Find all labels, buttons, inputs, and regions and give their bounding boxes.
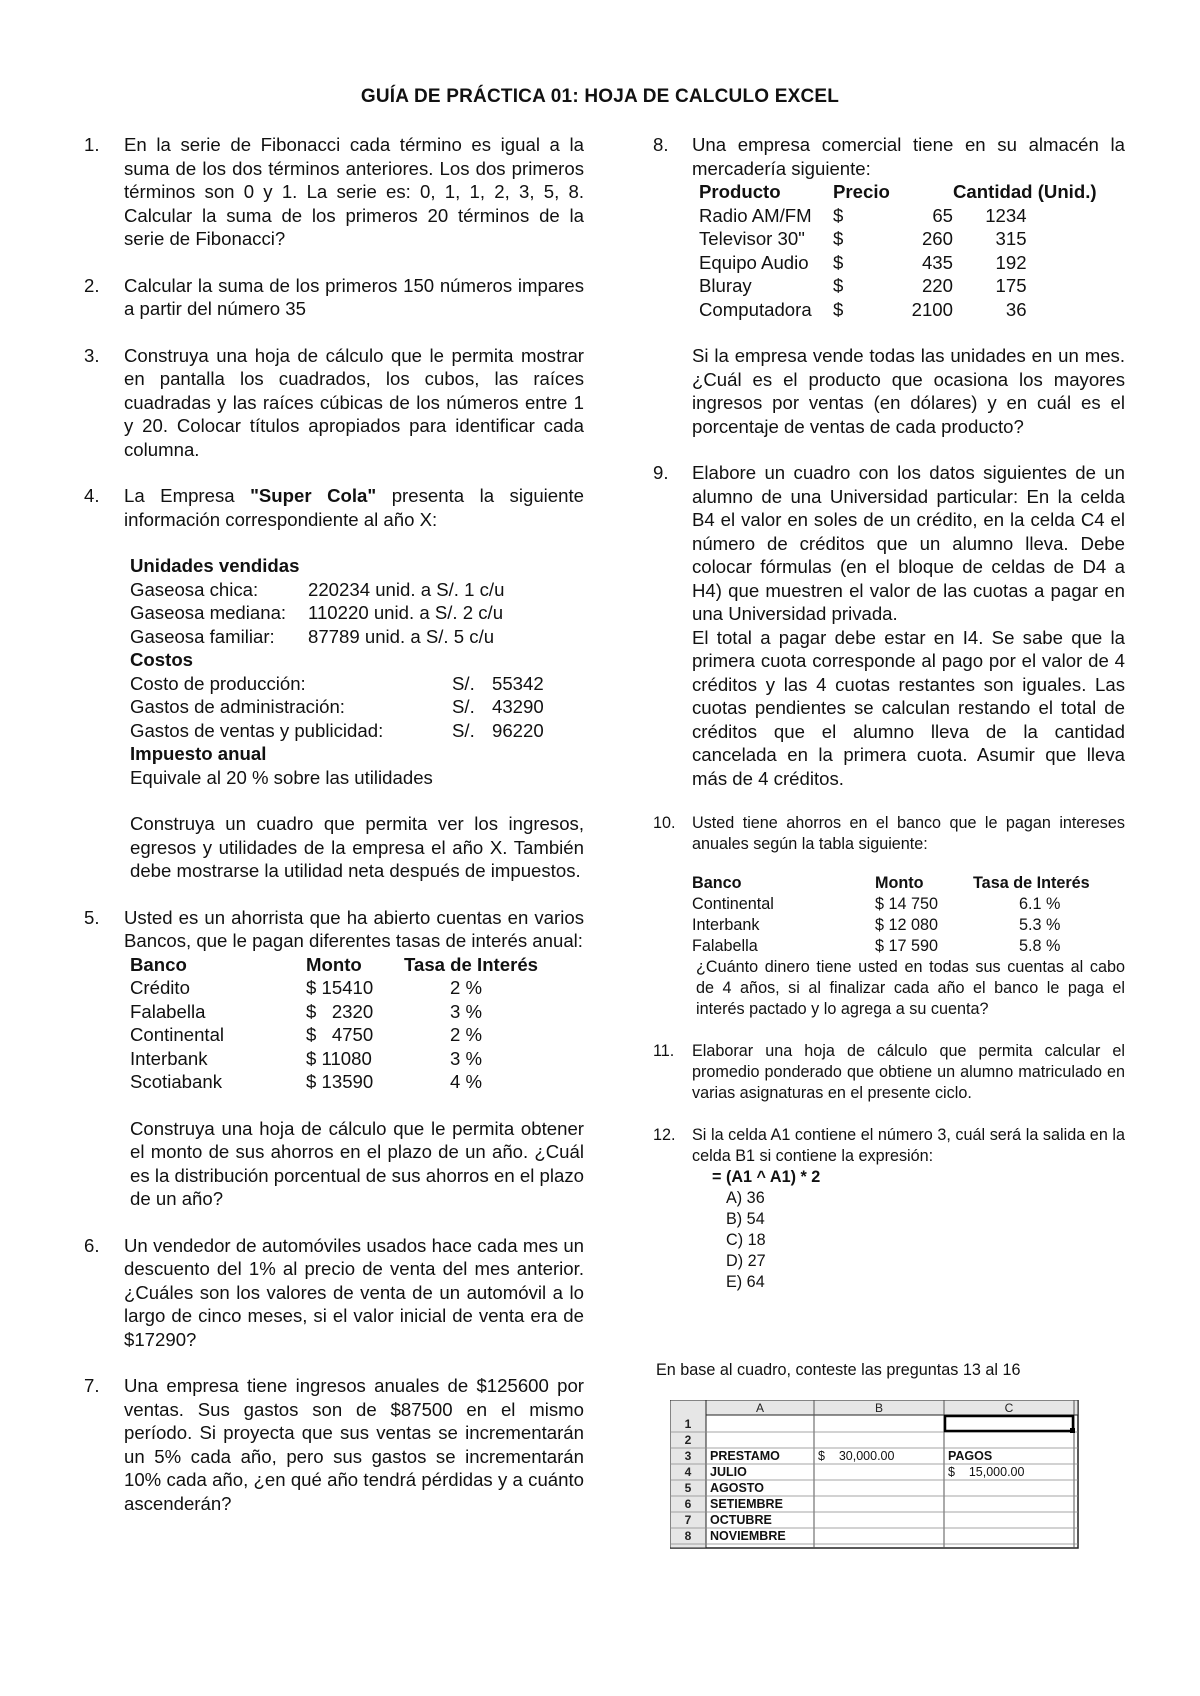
- row-number: 5: [684, 1481, 692, 1495]
- question-closing: Construya una hoja de cálculo que le permita obtener el monto de sus ahorros en el plazo de un año. ¿Cuál es la distribución porcentual de sus ahorros en el plazo de un año?: [130, 1117, 584, 1209]
- left-column: [84, 133, 584, 1515]
- question-number: 3.: [84, 344, 100, 366]
- units-row: Gaseosa mediana: 110220 unid. a S/. 2 c/u: [130, 602, 504, 623]
- question-number: 2.: [84, 274, 100, 296]
- question-intro: Usted es un ahorrista que ha abierto cuentas en varios Bancos, que le pagan diferentes tasas de interés anual:: [124, 906, 584, 951]
- table-row: Crédito $ 15410 2 %: [130, 977, 483, 998]
- cell-a7: OCTUBRE: [710, 1513, 772, 1527]
- question-2: [84, 274, 584, 321]
- row-number: 1: [684, 1417, 692, 1431]
- table-row: Continental $ 14 750 6.1 %: [692, 895, 1061, 913]
- table-row: Falabella $ 2320 3 %: [130, 1000, 483, 1022]
- answer-options: [692, 1188, 1125, 1293]
- question-number: 1.: [84, 134, 100, 155]
- units-heading: Unidades vendidas: [130, 555, 300, 576]
- table-row: Falabella $ 17 590 5.8 %: [692, 937, 1061, 955]
- row-number: 2: [684, 1433, 692, 1447]
- row-number: 6: [684, 1497, 692, 1511]
- question-text: El total a pagar debe estar en I4. Se sabe que la primera cuota corresponde al pago por el valor de 4 créditos y las 4 cuotas restantes son iguales. Las cuotas pendientes se calculan restando el total de créditos que el alumno lleva de la cantidad cancelada en la primera cuota. Asumir que lleva más de 4 créditos.: [692, 626, 1125, 789]
- page-title: GUÍA DE PRÁCTICA 01: HOJA DE CALCULO EXCEL: [360, 86, 840, 107]
- question-6: [84, 1234, 584, 1352]
- cost-row: Costo de producción: S/. 55342: [130, 672, 544, 694]
- question-5: [84, 906, 584, 1211]
- spreadsheet-image: [670, 1400, 1080, 1550]
- cell-a6: SETIEMBRE: [710, 1497, 783, 1511]
- column-header: A: [755, 1401, 765, 1415]
- question-number: 6.: [84, 1234, 100, 1256]
- question-number: 5.: [84, 906, 100, 928]
- formula: = (A1 ^ A1) * 2: [712, 1168, 821, 1186]
- row-number: 4: [684, 1465, 692, 1479]
- product-table: [699, 180, 1097, 321]
- table-row: Continental $ 4750 2 %: [130, 1024, 483, 1045]
- question-1: [84, 133, 584, 251]
- instruction-note: En base al cuadro, conteste las preguntas 13 al 16: [656, 1361, 1021, 1379]
- option-b: B) 54: [726, 1210, 765, 1228]
- row-number: 7: [684, 1513, 692, 1527]
- option-e: E) 64: [726, 1273, 765, 1291]
- cell-b3: $ 30,000.00: [818, 1449, 895, 1463]
- option-a: A) 36: [726, 1189, 765, 1207]
- cell-c3: PAGOS: [948, 1449, 993, 1463]
- question-intro: Una empresa comercial tiene en su almacén la mercadería siguiente:: [692, 134, 1125, 179]
- units-row: Gaseosa familiar: 87789 unid. a S/. 5 c/u: [130, 625, 495, 647]
- row-number: 8: [684, 1529, 692, 1543]
- table-row: Scotiabank $ 13590 4 %: [130, 1071, 483, 1092]
- company-name: "Super Cola": [250, 485, 377, 506]
- table-row: Interbank $ 11080 3 %: [130, 1047, 483, 1069]
- table-row: Radio AM/FM $ 65 1234: [699, 204, 1027, 226]
- table-row: Interbank $ 12 080 5.3 %: [692, 916, 1061, 934]
- question-number: 7.: [84, 1375, 100, 1396]
- question-number: 11.: [653, 1042, 675, 1060]
- company-data: [124, 554, 584, 883]
- question-intro: Usted tiene ahorros en el banco que le pagan intereses anuales según la tabla siguiente:: [692, 814, 1125, 853]
- question-number: 9.: [653, 462, 669, 483]
- row-number: 3: [684, 1449, 692, 1463]
- bank-table: [692, 873, 1090, 957]
- option-c: C) 18: [726, 1231, 766, 1249]
- question-closing: ¿Cuánto dinero tiene usted en todas sus cuentas al cabo de 4 años, si al finalizar cada año el banco le paga el interés pactado y lo agrega a su cuenta?: [696, 958, 1125, 1018]
- table-row: Bluray $ 220 175: [699, 275, 1027, 296]
- question-text: Elaborar una hoja de cálculo que permita calcular el promedio ponderado que obtiene un alumno matriculado en varias asignaturas en el presente ciclo.: [692, 1042, 1125, 1102]
- cell-c4: $ 15,000.00: [948, 1465, 1025, 1479]
- intro-text: La Empresa: [124, 485, 251, 506]
- costs-heading: Costos: [130, 649, 194, 670]
- table-header: Banco Monto Tasa de Interés: [692, 874, 1090, 892]
- units-row: Gaseosa chica: 220234 unid. a S/. 1 c/u: [130, 578, 505, 600]
- question-closing: Construya un cuadro que permita ver los ingresos, egresos y utilidades de la empresa el año X. También debe mostrarse la utilidad neta después de impuestos.: [130, 813, 584, 881]
- column-header: B: [874, 1401, 884, 1415]
- option-d: D) 27: [726, 1252, 766, 1270]
- question-9: [653, 461, 1125, 790]
- table-row: Computadora $ 2100 36: [699, 298, 1027, 320]
- bank-table: [130, 953, 538, 1094]
- question-text: Calcular la suma de los primeros 150 números impares a partir del número 35: [124, 274, 584, 319]
- question-4: [84, 484, 584, 883]
- question-3: [84, 344, 584, 462]
- cell-a3: PRESTAMO: [710, 1449, 780, 1463]
- table-row: Equipo Audio $ 435 192: [699, 251, 1027, 273]
- question-closing: Si la empresa vende todas las unidades en un mes. ¿Cuál es el producto que ocasiona los mayores ingresos por ventas (en dólares) y en cuál es el porcentaje de ventas de cada producto?: [692, 345, 1125, 437]
- question-text: Construya una hoja de cálculo que le permita mostrar en pantalla los cuadrados, los cubos, las raíces cuadradas y las raíces cúbicas de los números entre 1 y 20. Colocar títulos apropiados para identificar cada columna.: [124, 344, 584, 460]
- cell-a4: JULIO: [710, 1465, 747, 1479]
- question-8: [653, 133, 1125, 438]
- right-column: [653, 133, 1125, 1293]
- question-number: 8.: [653, 134, 669, 155]
- question-text: Elabore un cuadro con los datos siguientes de un alumno de una Universidad particular: En la celda B4 el valor en soles de un crédito, en la celda C4 el número de créditos que un alumno lleva. Debe colocar fórmulas (en el bloque de celdas de D4 a H4) que muestren el valor de las cuotas a pagar en una Universidad privada.: [692, 462, 1125, 624]
- question-10: [653, 813, 1125, 1020]
- cell-a5: AGOSTO: [710, 1481, 764, 1495]
- column-header: C: [1004, 1401, 1014, 1415]
- question-7: [84, 1374, 584, 1515]
- cell-a8: NOVIEMBRE: [710, 1529, 786, 1543]
- question-text: Una empresa tiene ingresos anuales de $125600 por ventas. Sus gastos son de $87500 en el mismo período. Si proyecta que sus ventas se incrementarán un 5% cada año, pero sus gastos se incrementarán 10% cada año, ¿en qué año tendrá pérdidas y a cuánto ascenderán?: [124, 1375, 584, 1514]
- question-text: Un vendedor de automóviles usados hace cada mes un descuento del 1% al precio de venta del mes anterior. ¿Cuáles son los valores de venta de un automóvil a lo largo de cinco meses, si el valor inicial de venta era de $17290?: [124, 1234, 584, 1350]
- cost-row: Gastos de administración: S/. 43290: [130, 696, 544, 717]
- question-12: [653, 1125, 1125, 1293]
- question-text: Si la celda A1 contiene el número 3, cuál será la salida en la celda B1 si contiene la expresión:: [692, 1126, 1125, 1165]
- table-row: Televisor 30" $ 260 315: [699, 228, 1027, 249]
- tax-heading: Impuesto anual: [130, 743, 267, 764]
- question-11: [653, 1041, 1125, 1104]
- question-number: 4.: [84, 485, 100, 506]
- question-number: 12.: [653, 1126, 676, 1144]
- question-text: En la serie de Fibonacci cada término es igual a la suma de los dos términos anteriores. Los dos primeros términos son 0 y 1. La serie es: 0, 1, 1, 2, 3, 5, 8. Calcular la suma de los primeros 20 términos de la serie de Fibonacci?: [124, 134, 584, 249]
- table-header: Producto Precio Cantidad (Unid.): [699, 181, 1097, 202]
- cost-row: Gastos de ventas y publicidad: S/. 96220: [130, 719, 544, 741]
- tax-text: Equivale al 20 % sobre las utilidades: [130, 766, 433, 788]
- intro-text: presenta la siguiente información correspondiente al año X:: [124, 485, 584, 530]
- question-number: 10.: [653, 814, 676, 832]
- table-header: Banco Monto Tasa de Interés: [130, 953, 539, 975]
- question-intro: [124, 484, 584, 531]
